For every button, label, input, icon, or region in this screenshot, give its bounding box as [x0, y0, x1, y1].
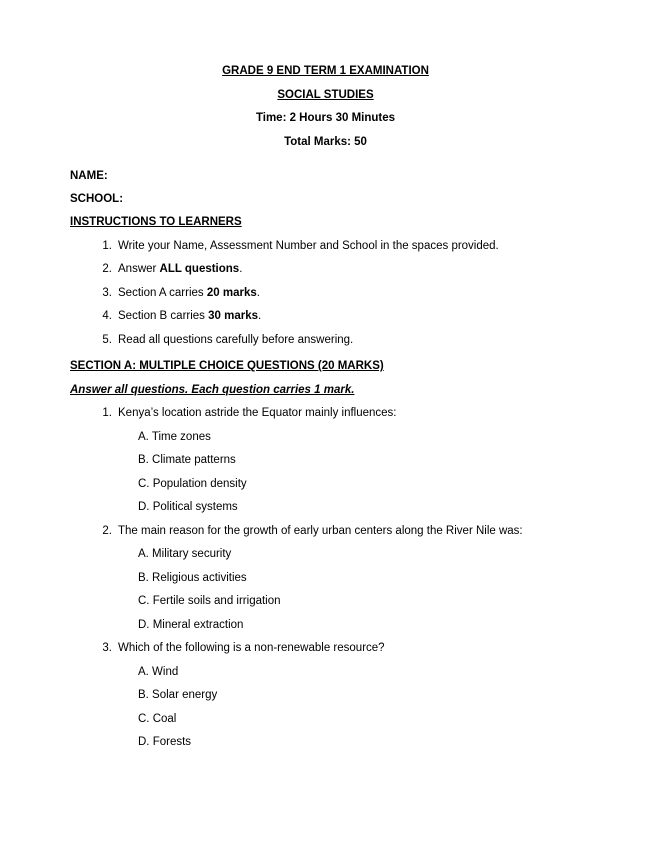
question-option[interactable]: B. Religious activities: [138, 571, 247, 584]
instruction-marker: 1.: [102, 239, 112, 252]
instruction-text: Read all questions carefully before answering.: [118, 333, 354, 346]
question-item: [70, 396, 581, 514]
instruction-item: [70, 299, 581, 323]
question-list: [70, 396, 581, 749]
question-option[interactable]: C. Coal: [138, 712, 177, 725]
instruction-text: Section A carries: [118, 286, 207, 299]
question-text: Which of the following is a non-renewable resource?: [118, 642, 385, 654]
instruction-text-bold: 30 marks: [208, 310, 258, 322]
instruction-text-post: .: [258, 310, 262, 322]
instruction-text-post: .: [256, 286, 260, 299]
question-text: The main reason for the growth of early urban centers along the River Nile was:: [118, 524, 523, 537]
exam-time: Time: 2 Hours 30 Minutes: [255, 112, 396, 124]
section-a-title: SECTION A: MULTIPLE CHOICE QUESTIONS (20 MARKS): [70, 360, 384, 372]
question-option[interactable]: C. Population density: [138, 477, 247, 490]
question-option[interactable]: C. Fertile soils and irrigation: [138, 595, 281, 607]
instruction-marker: 4.: [102, 310, 112, 322]
instruction-text: Answer: [118, 263, 160, 275]
question-option[interactable]: A. Wind: [138, 665, 179, 678]
question-marker: 3.: [102, 642, 112, 654]
instruction-marker: 2.: [102, 263, 112, 275]
exam-title: GRADE 9 END TERM 1 EXAMINATION: [222, 65, 429, 77]
school-field-label: SCHOOL:: [70, 192, 124, 205]
instruction-text: Section B carries: [118, 310, 209, 322]
question-option[interactable]: B. Solar energy: [138, 689, 218, 701]
section-a-note: Answer all questions. Each question carries 1 mark.: [70, 383, 355, 396]
exam-subject: SOCIAL STUDIES: [277, 88, 374, 101]
question-option[interactable]: D. Forests: [138, 736, 192, 748]
question-item: [70, 514, 581, 632]
question-option[interactable]: D. Mineral extraction: [138, 618, 244, 631]
name-field-label: NAME:: [70, 170, 108, 182]
instruction-item: [70, 252, 581, 276]
question-text: Kenya’s location astride the Equator mainly influences:: [118, 407, 397, 419]
instruction-text-bold: ALL questions: [159, 263, 240, 275]
instruction-text: Write your Name, Assessment Number and School in the spaces provided.: [118, 239, 499, 252]
instruction-marker: 5.: [102, 333, 112, 346]
question-marker: 1.: [102, 407, 112, 419]
instructions-list: [70, 229, 581, 347]
instruction-item: [70, 229, 581, 253]
question-option[interactable]: A. Time zones: [138, 430, 211, 443]
instruction-item: [70, 276, 581, 300]
question-option[interactable]: A. Military security: [138, 548, 232, 560]
instruction-item: [70, 323, 581, 347]
question-marker: 2.: [102, 524, 112, 537]
instructions-title: INSTRUCTIONS TO LEARNERS: [70, 216, 242, 228]
exam-total-marks: Total Marks: 50: [284, 135, 367, 148]
instruction-marker: 3.: [102, 286, 112, 299]
question-item: [70, 631, 581, 749]
instruction-text-bold: 20 marks: [206, 286, 257, 299]
question-option[interactable]: D. Political systems: [138, 501, 238, 513]
question-option[interactable]: B. Climate patterns: [138, 454, 236, 466]
instruction-text-post: .: [239, 263, 243, 275]
